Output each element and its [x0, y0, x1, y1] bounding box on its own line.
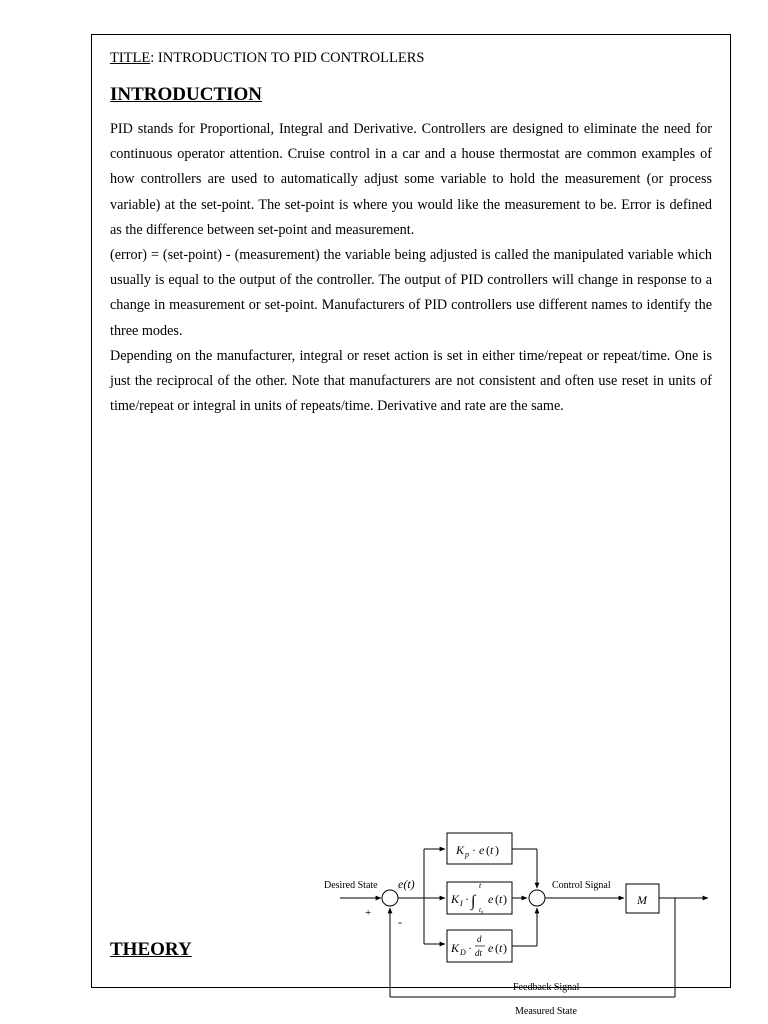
- plant-label: M: [637, 893, 647, 907]
- summing-junction-error: [382, 890, 398, 906]
- svg-text:K: K: [451, 892, 460, 906]
- i-block-formula: [450, 881, 507, 914]
- title-value: INTRODUCTION TO PID CONTROLLERS: [157, 50, 425, 66]
- minus-sign: -: [398, 915, 402, 929]
- svg-text:p: p: [465, 850, 469, 859]
- plus-sign: +: [365, 907, 372, 919]
- svg-text:t: t: [490, 843, 494, 857]
- title-separator: :: [150, 50, 158, 66]
- svg-text:t: t: [499, 892, 503, 906]
- svg-text:(: (: [495, 892, 499, 906]
- paragraph-3: Depending on the manufacturer, integral or reset action is set in either time/repeat or repeat/time. One is just the reciprocal of the other. Note that manufacturers are not consistent and often use reset in units of time/repeat or integral in units of repeats/time. Derivative and rate are the same.: [110, 347, 712, 415]
- desired-state-label: Desired State: [324, 880, 378, 891]
- svg-text:D: D: [460, 948, 466, 957]
- paragraph-2: (error) = (set-point) - (measurement) the variable being adjusted is called the manipulated variable which usually is equal to the output of the controller. The output of PID controllers will change in response to a change in measurement or set-point. Manufacturers of PID controllers use different names to identify the three modes.: [110, 247, 712, 339]
- svg-text:d: d: [477, 934, 482, 944]
- svg-text:t: t: [499, 941, 503, 955]
- svg-text:·: ·: [472, 843, 476, 857]
- title-key: TITLE: [110, 50, 151, 66]
- svg-text:·: ·: [465, 892, 469, 906]
- measured-state-label: Measured State: [515, 1006, 577, 1017]
- theory-heading: THEORY: [110, 939, 192, 960]
- control-signal-label: Control Signal: [552, 880, 611, 891]
- p-block-formula: [455, 843, 499, 859]
- svg-text:t: t: [479, 881, 482, 890]
- paragraph-1: PID stands for Proportional, Integral and Derivative. Controllers are designed to eliminate the need for continuous operator attention. Cruise control in a car and a house thermostat are common examples of how controllers are used to automatically adjust some variable to hold the measurement (or process variable) at the set-point. The set-point is where you would like the measurement to be. Error is defined as the difference between set-point and measurement.: [110, 121, 712, 238]
- svg-text:e: e: [479, 843, 485, 857]
- svg-text:e: e: [488, 892, 494, 906]
- svg-text:): ): [495, 843, 499, 857]
- document-title: [110, 50, 424, 67]
- svg-text:t₀: t₀: [479, 906, 484, 914]
- introduction-body: [110, 117, 712, 419]
- svg-text:): ): [503, 892, 507, 906]
- svg-text:): ): [503, 941, 507, 955]
- svg-text:e: e: [488, 941, 494, 955]
- svg-text:K: K: [451, 941, 460, 955]
- summing-junction-output: [529, 890, 545, 906]
- svg-text:∫: ∫: [471, 893, 476, 910]
- d-block-formula: [450, 934, 507, 958]
- svg-text:I: I: [460, 899, 463, 908]
- error-label: e(t): [398, 877, 415, 891]
- pid-diagram-svg: [310, 826, 740, 1024]
- svg-text:(: (: [486, 843, 490, 857]
- svg-text:(: (: [495, 941, 499, 955]
- introduction-heading: INTRODUCTION: [110, 84, 263, 105]
- feedback-signal-label: Feedback Signal: [513, 982, 580, 993]
- svg-text:dt: dt: [475, 948, 483, 958]
- pid-block-diagram: [310, 826, 740, 1024]
- svg-text:·: ·: [468, 941, 472, 955]
- svg-text:K: K: [456, 843, 465, 857]
